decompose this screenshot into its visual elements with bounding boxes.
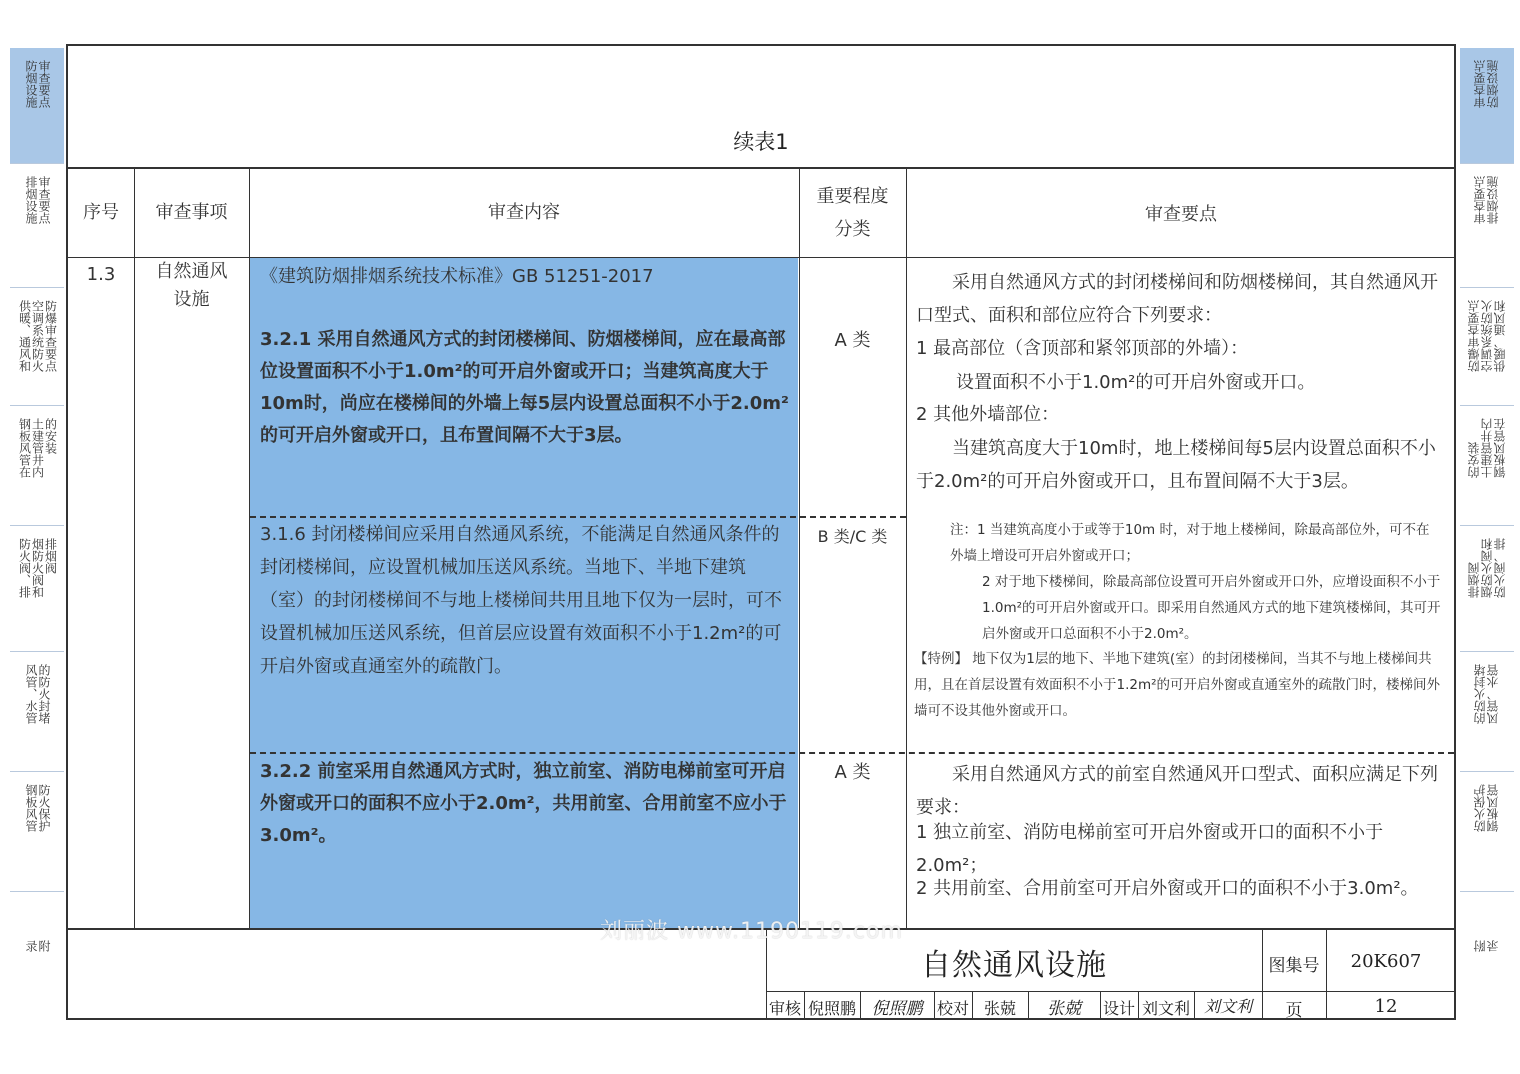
points-1-item1-body: 设置面积不小于1.0m²的可开启外窗或开口。: [956, 372, 1316, 393]
right-tab-smoke-prevention[interactable]: [1460, 48, 1514, 164]
category-a-1: A 类: [834, 330, 871, 351]
tab-label: 附 录: [24, 940, 51, 952]
category-a-2: A 类: [834, 762, 871, 783]
points-3-item1: 1 独立前室、消防电梯前室可开启外窗或开口的面积不小于2.0m²；: [916, 822, 1384, 876]
row-separator: [250, 752, 1454, 754]
points-1-intro: 采用自然通风方式的封闭楼梯间和防烟楼梯间，其自然通风开口型式、面积和部位应符合下列要求：: [916, 272, 1438, 326]
left-tab-duct-shaft[interactable]: [10, 406, 64, 526]
row-item: 自然通风 设施: [155, 261, 228, 310]
header-category: 重要程度 分类: [816, 186, 889, 240]
note-1: 注：1 当建筑高度小于或等于10m 时，对于地上楼梯间，除最高部位外，可不在外墙上增设可开启外窗或开口；: [950, 522, 1430, 564]
tab-label: 审查要点 防烟设施: [24, 60, 51, 108]
tab-label: 排烟阀 烟防火阀和 防火阀、排: [17, 538, 58, 598]
right-tab-appendix[interactable]: [1460, 928, 1514, 1018]
left-tab-firestop[interactable]: [10, 652, 64, 772]
tab-label: 的安装 土建管井内 钢板风管在: [1466, 418, 1507, 478]
tab-label: 防火保护 钢板风管: [1473, 784, 1500, 832]
atlas-label: 图集号: [1268, 956, 1320, 976]
clause-3-2-1: 3.2.1 采用自然通风方式的封闭楼梯间、防烟楼梯间，应在最高部位设置面积不小于1.0m²的可开启外窗或开口；当建筑高度大于10m时，尚应在楼梯间的外墙上每5层内设置总面积不小于2.0m²的可开启外窗或开口，且布置间隔不大于3层。: [260, 329, 789, 446]
tab-label: 防火保护 钢板风管: [24, 784, 51, 832]
check-name: 张兢: [983, 999, 1016, 1018]
check-signature: 张兢: [1047, 999, 1081, 1019]
header-content: 审查内容: [488, 202, 560, 223]
special-case: 【特例】 地下仅为1层的地下、半地下建筑(室）的封闭楼梯间，当其不与地上楼梯间共用，且在首层设置有效面积不小于1.2m²的可开启外窗或直通室外的疏散门时，楼梯间外墙可不设其他外窗或开口。: [914, 651, 1441, 719]
tab-label: 审查要点 排烟设施: [1473, 176, 1500, 224]
table-top-line: [68, 167, 1456, 169]
left-tab-duct-protection[interactable]: [10, 772, 64, 892]
review-signature: 倪照鹏: [871, 999, 923, 1019]
tab-label: 的防火封堵 风管、水管: [24, 664, 51, 724]
table-caption: 续表1: [733, 130, 789, 154]
titleblock-divider: [766, 991, 1456, 992]
standard-title: 《建筑防烟排烟系统技术标准》GB 51251-2017: [260, 266, 654, 287]
header-bottom-line: [68, 257, 1456, 258]
left-tab-fire-damper[interactable]: [10, 526, 64, 652]
right-tab-hvac[interactable]: [1460, 288, 1514, 406]
check-label: 校对: [936, 999, 969, 1018]
clause-3-2-2: 3.2.2 前室采用自然通风方式时，独立前室、消防电梯前室可开启外窗或开口的面积不应小于2.0m²，共用前室、合用前室不应小于3.0m²。: [260, 761, 787, 846]
left-tab-smoke-prevention[interactable]: [10, 48, 64, 164]
points-3-intro: 采用自然通风方式的前室自然通风开口型式、面积应满足下列要求：: [916, 764, 1438, 818]
header-no: 序号: [83, 202, 119, 223]
tab-label: 的安装 土建管井内 钢板风管在: [17, 418, 58, 478]
col-divider: [906, 168, 907, 928]
watermark: 刘丽波 www.1190119.com: [600, 919, 903, 944]
tab-label: 防爆审查要点 空调系统防火 供暖、通风和: [17, 300, 58, 372]
tab-label: 的防火封堵 风管、水管: [1473, 664, 1500, 724]
tab-label: 审查要点 防烟设施: [1473, 60, 1500, 108]
points-3-item2: 2 共用前室、合用前室可开启外窗或开口的面积不小于3.0m²。: [916, 878, 1419, 899]
right-tab-fire-damper[interactable]: [1460, 526, 1514, 652]
header-item: 审查事项: [155, 202, 228, 223]
col-divider: [249, 168, 250, 928]
right-tab-duct-shaft[interactable]: [1460, 406, 1514, 526]
header-points: 审查要点: [1145, 204, 1217, 225]
drawing-title: 自然通风设施: [921, 948, 1107, 983]
note-2: 2 对于地下楼梯间，除最高部位设置可开启外窗或开口外，应增设面积不小于1.0m²的可开启外窗或开口。即采用自然通风方式的地下建筑楼梯间，其可开启外窗或开口总面积不小于2.0m²。: [982, 574, 1441, 642]
right-tab-firestop[interactable]: [1460, 652, 1514, 772]
page-number: 12: [1374, 996, 1398, 1017]
design-signature: 刘文利: [1203, 997, 1252, 1016]
tab-label: 附 录: [1473, 940, 1500, 952]
row-number: 1.3: [86, 264, 116, 285]
review-label: 审核: [768, 999, 801, 1018]
right-tab-smoke-exhaust[interactable]: [1460, 164, 1514, 288]
left-tab-appendix[interactable]: [10, 928, 64, 1018]
left-tab-smoke-exhaust[interactable]: [10, 164, 64, 288]
points-1-item2-body: 当建筑高度大于10m时，地上楼梯间每5层内设置总面积不小于2.0m²的可开启外窗或开口，且布置间隔不大于3层。: [916, 438, 1436, 492]
points-1-item1-title: 1 最高部位（含顶部和紧邻顶部的外墙）：: [916, 338, 1249, 359]
category-b-c: B 类/C 类: [817, 527, 888, 546]
tab-label: 审查要点 排烟设施: [24, 176, 51, 224]
design-label: 设计: [1102, 999, 1135, 1018]
design-name: 刘文利: [1141, 999, 1190, 1018]
right-tab-duct-protection[interactable]: [1460, 772, 1514, 892]
page-label: 页: [1285, 1001, 1303, 1021]
left-tab-hvac[interactable]: [10, 288, 64, 406]
atlas-number: 20K607: [1350, 951, 1422, 972]
points-1-item2-title: 2 其他外墙部位：: [916, 404, 1060, 425]
review-name: 倪照鹏: [807, 999, 856, 1018]
tab-label: 排烟阀 烟防火阀和 防火阀、排: [1466, 538, 1507, 598]
clause-3-1-6: 3.1.6 封闭楼梯间应采用自然通风系统，不能满足自然通风条件的封闭楼梯间，应设置机械加压送风系统。当地下、半地下建筑（室）的封闭楼梯间不与地上楼梯间共用且地下仅为一层时，可不设置机械加压送风系统，但首层应设置有效面积不小于1.2m²的可开启外窗或直通室外的疏散门。: [260, 524, 782, 677]
tab-label: 防爆审查要点 空调系统防火 供暖、通风和: [1466, 300, 1507, 372]
